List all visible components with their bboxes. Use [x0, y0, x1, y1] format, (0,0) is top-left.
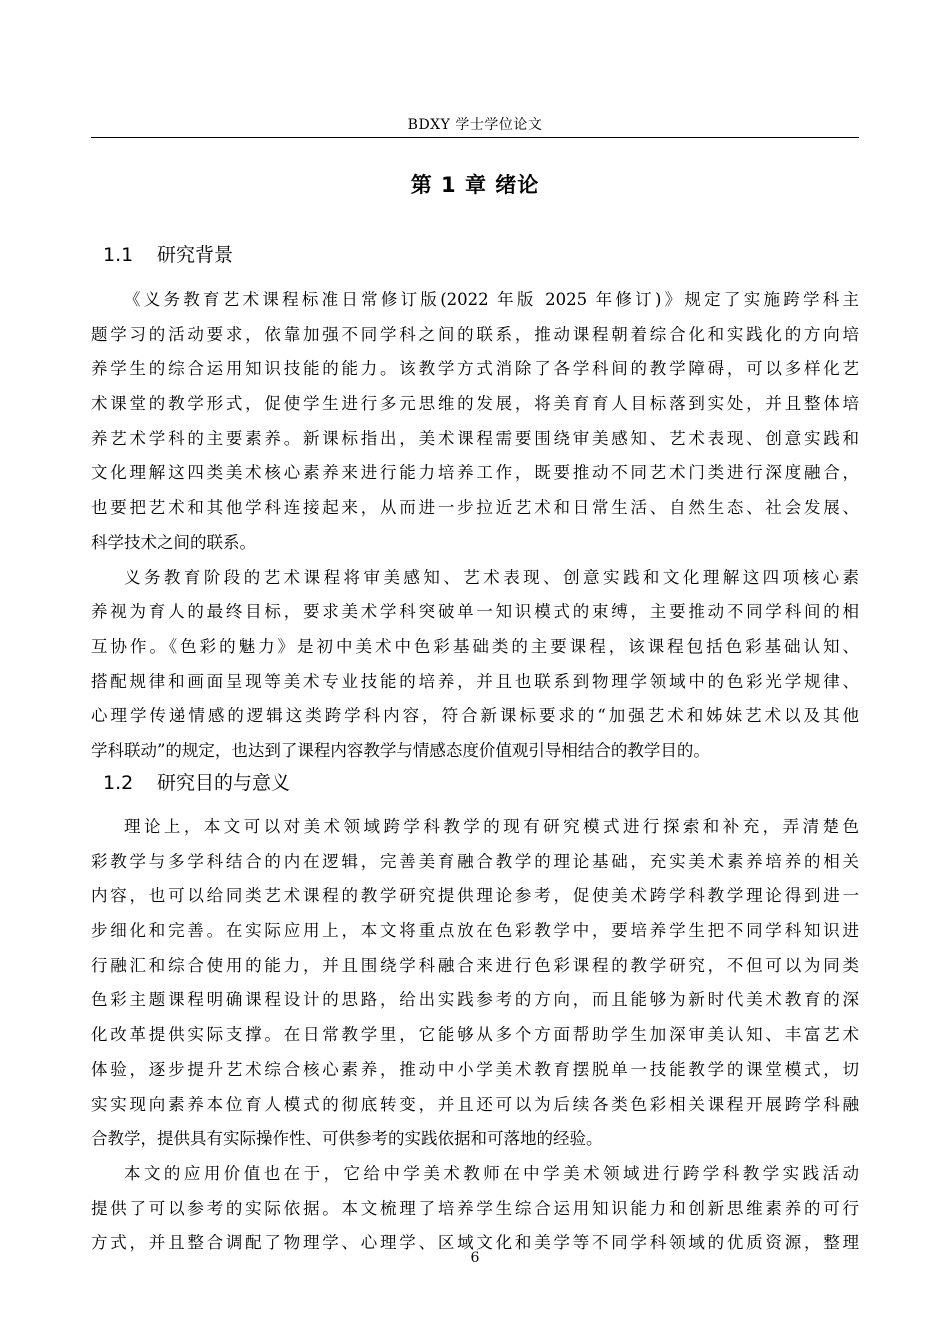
- paragraph: [91, 283, 859, 561]
- paragraph: [91, 561, 859, 769]
- text-line: 行融汇和综合使用的能力，并且围绕学科融合来进行色彩课程的教学研究，不但可以为同类: [91, 955, 859, 975]
- section-heading-1-2: [103, 769, 290, 797]
- text-line: 义务教育阶段的艺术课程将审美感知、艺术表现、创意实践和文化理解这四项核心素: [124, 567, 859, 587]
- header-divider: [91, 137, 859, 138]
- text-line: 方式，并且整合调配了物理学、心理学、区域文化和美学等不同学科领域的优质资源，整理: [91, 1233, 859, 1253]
- text-line: 《义务教育艺术课程标准日常修订版(2022 年版 2025 年修订)》规定了实施跨学科主: [124, 290, 859, 309]
- page-number: 6: [470, 1250, 480, 1266]
- text-line: 术课堂的教学形式，促使学生进行多元思维的发展，将美育育人目标落到实处，并且整体培: [91, 394, 859, 414]
- text-line: 化改革提供实际支撑。在日常教学里，它能够从多个方面帮助学生加深审美认知、丰富艺术: [91, 1025, 859, 1045]
- section-number: 1.1: [103, 244, 134, 266]
- text-line: 养艺术学科的主要素养。新课标指出，美术课程需要围绕审美感知、艺术表现、创意实践和: [91, 428, 859, 448]
- paragraph: [91, 810, 859, 1157]
- text-line: 也要把艺术和其他学科连接起来，从而进一步拉近艺术和日常生活、自然生态、社会发展、: [91, 498, 859, 518]
- text-line: 提供了可以参考的实际依据。本文梳理了培养学生综合运用知识能力和创新思维素养的可行: [91, 1198, 859, 1218]
- text-line: 心理学传递情感的逻辑这类跨学科内容，符合新课标要求的“加强艺术和姊妹艺术以及其他: [91, 706, 859, 726]
- section-title: 研究目的与意义: [157, 772, 291, 794]
- section-1-1-body: [91, 283, 859, 769]
- section-heading-1-1: [103, 241, 233, 269]
- text-line: 养视为育人的最终目标，要求美术学科突破单一知识模式的束缚，主要推动不同学科间的相: [91, 602, 859, 622]
- chapter-title: 第 1 章 绪论: [410, 173, 540, 197]
- section-1-2-body: [91, 810, 859, 1261]
- text-line: 养学生的综合运用知识技能的能力。该教学方式消除了各学科间的教学障碍，可以多样化艺: [91, 359, 859, 379]
- text-line: 文化理解这四类美术核心素养来进行能力培养工作，既要推动不同艺术门类进行深度融合，: [91, 463, 859, 483]
- running-header-title: BDXY 学士学位论文: [407, 117, 543, 133]
- text-line: 科学技术之间的联系。: [91, 532, 256, 552]
- text-line: 实实现向素养本位育人模式的彻底转变，并且还可以为后续各类色彩相关课程开展跨学科融: [91, 1094, 859, 1114]
- section-number: 1.2: [103, 772, 134, 794]
- text-line: 步细化和完善。在实际应用上，本文将重点放在色彩教学中，要培养学生把不同学科知识进: [91, 921, 859, 941]
- text-line: 内容，也可以给同类艺术课程的教学研究提供理论参考，促使美术跨学科教学理论得到进一: [91, 886, 859, 906]
- text-line: 互协作。《色彩的魅力》是初中美术中色彩基础类的主要课程，该课程包括色彩基础认知、: [91, 636, 859, 656]
- text-line: 搭配规律和画面呈现等美术专业技能的培养，并且也联系到物理学领域中的色彩光学规律、: [91, 671, 859, 691]
- text-line: 合教学，提供具有实际操作性、可供参考的实践依据和可落地的经验。: [91, 1129, 603, 1149]
- section-title: 研究背景: [157, 244, 234, 266]
- text-line: 色彩主题课程明确课程设计的思路，给出实践参考的方向，而且能够为新时代美术教育的深: [91, 990, 859, 1010]
- paragraph: [91, 1157, 859, 1261]
- text-line: 题学习的活动要求，依靠加强不同学科之间的联系，推动课程朝着综合化和实践化的方向培: [91, 324, 859, 344]
- text-line: 彩教学与多学科结合的内在逻辑，完善美育融合教学的理论基础，充实美术素养培养的相关: [91, 851, 859, 871]
- text-line: 体验，逐步提升艺术综合核心素养，推动中小学美术教育摆脱单一技能教学的课堂模式，切: [91, 1059, 859, 1079]
- text-line: 本文的应用价值也在于，它给中学美术教师在中学美术领域进行跨学科教学实践活动: [124, 1163, 859, 1183]
- text-line: 理论上，本文可以对美术领域跨学科教学的现有研究模式进行探索和补充，弄清楚色: [124, 817, 859, 836]
- text-line: 学科联动”的规定，也达到了课程内容教学与情感态度价值观引导相结合的教学目的。: [91, 740, 710, 760]
